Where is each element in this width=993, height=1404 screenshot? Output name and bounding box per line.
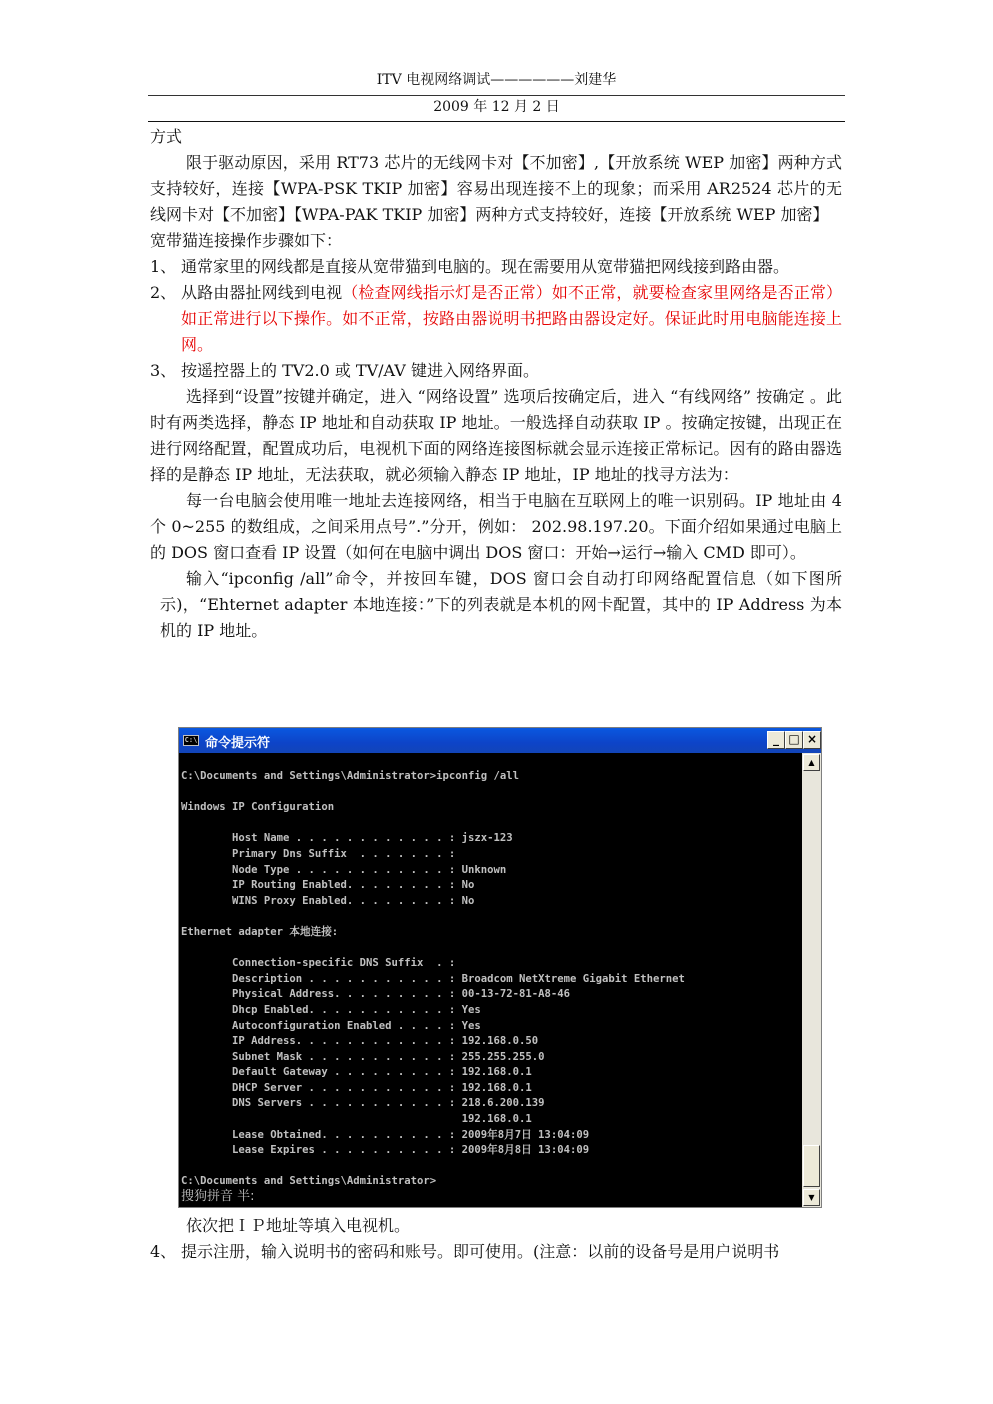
step-number: 2、 — [150, 283, 177, 302]
scroll-down-icon[interactable]: ▼ — [803, 1189, 820, 1206]
header-title: ITV 电视网络调试——————刘建华 — [376, 72, 617, 88]
paragraph-ipconfig: 输入“ipconfig /all”命令，并按回车键，DOS 窗口会自动打印网络配置信息（如下图所示)，“Ehternet adapter 本地连接：”下的列表就是本机的网卡配置，其中的 IP Address 为本机的 IP 地址。 — [160, 569, 842, 640]
step-text: 通常家里的网线都是直接从宽带猫到电脑的。现在需要用从宽带猫把网线接到路由器。 — [181, 257, 790, 276]
minimize-button[interactable]: _ — [767, 731, 785, 749]
step-warning-text: （检查网线指示灯是否正常）如不正常，就要检查家里网络是否正常）如正常进行以下操作。如不正常，按路由器说明书把路由器设定好。保证此时用电脑能连接上网。 — [181, 283, 842, 354]
paragraph-method: 方式 — [150, 127, 183, 146]
header-divider-bottom — [148, 121, 845, 122]
paragraph-enter-ip: 依次把ＩＰ地址等填入电视机。 — [186, 1216, 411, 1235]
list-item-step-1 — [150, 254, 842, 280]
list-item-step-4 — [150, 1239, 842, 1265]
cmd-window-icon: C:\ — [184, 736, 198, 744]
list-item-step-2 — [150, 280, 842, 358]
step-number: 1、 — [150, 257, 177, 276]
cmd-output-text: C:\Documents and Settings\Administrator>ipconfig /all Windows IP Configuration Host Name . . . . . . . . . . . . : jszx-123 Primary Dns Suffix . . . . . . . : Node Type . . . . . . . . . . . . : Unknown IP Routing Enabled. . . . . . . . : No WINS Proxy Enabled. . . . . . . . : No Ethernet adapter 本地连接: Connection-specific DNS Suffix . : Description . . . . . . . . . . . : Broadcom NetXtreme Gigabit Ethernet Physical Address. . . . . . . . . : 00-13-72-81-A8-46 Dhcp Enabled. . . . . . . . . . . : Yes Autoconfiguration Enabled . . . . : Yes IP Address. . . . . . . . . . . . : 192.168.0.50 Subnet Mask . . . . . . . . . . . : 255.255.255.0 Default Gateway . . . . . . . . . : 192.168.0.1 DHCP Server . . . . . . . . . . . : 192.168.0.1 DNS Servers . . . . . . . . . . . : 218.6.200.139 192.168.0.1 Lease Obtained. . . . . . . . . . : 2009年8月7日 13:04:09 Lease Expires . . . . . . . . . . : 2009年8月8日 13:04:09 C:\Documents and Settings\Administrator> — [181, 770, 685, 1188]
step-text: 从路由器扯网线到电视 — [181, 283, 343, 302]
ime-status-bar: 搜狗拼音 半: — [181, 1189, 255, 1204]
document-body — [150, 124, 842, 644]
step-number: 3、 — [150, 361, 177, 380]
document-body-continued — [150, 1213, 842, 1265]
close-button[interactable]: × — [803, 731, 821, 749]
maximize-button[interactable]: □ — [785, 731, 803, 749]
cmd-window-title: 命令提示符 — [205, 736, 271, 751]
step-text: 提示注册，输入说明书的密码和账号。即可使用。(注意：以前的设备号是用户说明书 — [181, 1242, 780, 1261]
cmd-window-screenshot — [178, 727, 822, 1208]
paragraph-ip-explanation: 每一台电脑会使用唯一地址去连接网络，相当于电脑在互联网上的唯一识别码。IP 地址由 4 个 0~255 的数组成，之间采用点号”.”分开，例如： 202.98.197.20。下面介绍如果通过电脑上的 DOS 窗口查看 IP 设置（如何在电脑中调出 DOS 窗口：开始→运行→输入 CMD 即可）。 — [150, 491, 842, 562]
step-number: 4、 — [150, 1242, 177, 1261]
paragraph-wireless-support: 限于驱动原因，采用 RT73 芯片的无线网卡对【不加密】,【开放系统 WEP 加密】两种方式支持较好，连接【WPA-PSK TKIP 加密】容易出现连接不上的现象；而采用 AR2524 芯片的无线网卡对【不加密】【WPA-PAK TKIP 加密】两种方式支持较好，连接【开放系统 WEP 加密】 — [150, 153, 842, 224]
header-date: 2009 年 12 月 2 日 — [433, 99, 560, 115]
cmd-titlebar[interactable] — [179, 728, 821, 753]
cmd-console-area[interactable] — [179, 753, 802, 1207]
header-divider — [148, 95, 845, 96]
scroll-thumb[interactable] — [803, 1145, 820, 1187]
vertical-scrollbar[interactable] — [802, 753, 821, 1207]
list-item-step-3 — [150, 358, 842, 384]
step-text: 按遥控器上的 TV2.0 或 TV/AV 键进入网络界面。 — [181, 361, 539, 380]
scroll-up-icon[interactable]: ▲ — [803, 754, 820, 771]
paragraph-network-settings: 选择到“设置”按键并确定，进入 “网络设置” 选项后按确定后，进入 “有线网络” 按确定 。此时有两类选择，静态 IP 地址和自动获取 IP 地址。一般选择自动获取 IP 。按确定按键，出现正在进行网络配置，配置成功后，电视机下面的网络连接图标就会显示连接正常标记。因有的路由器选择的是静态 IP 地址，无法获取，就必须输入静态 IP 地址，IP 地址的找寻方法为： — [150, 387, 842, 484]
paragraph-steps-intro: 宽带猫连接操作步骤如下： — [150, 231, 343, 250]
